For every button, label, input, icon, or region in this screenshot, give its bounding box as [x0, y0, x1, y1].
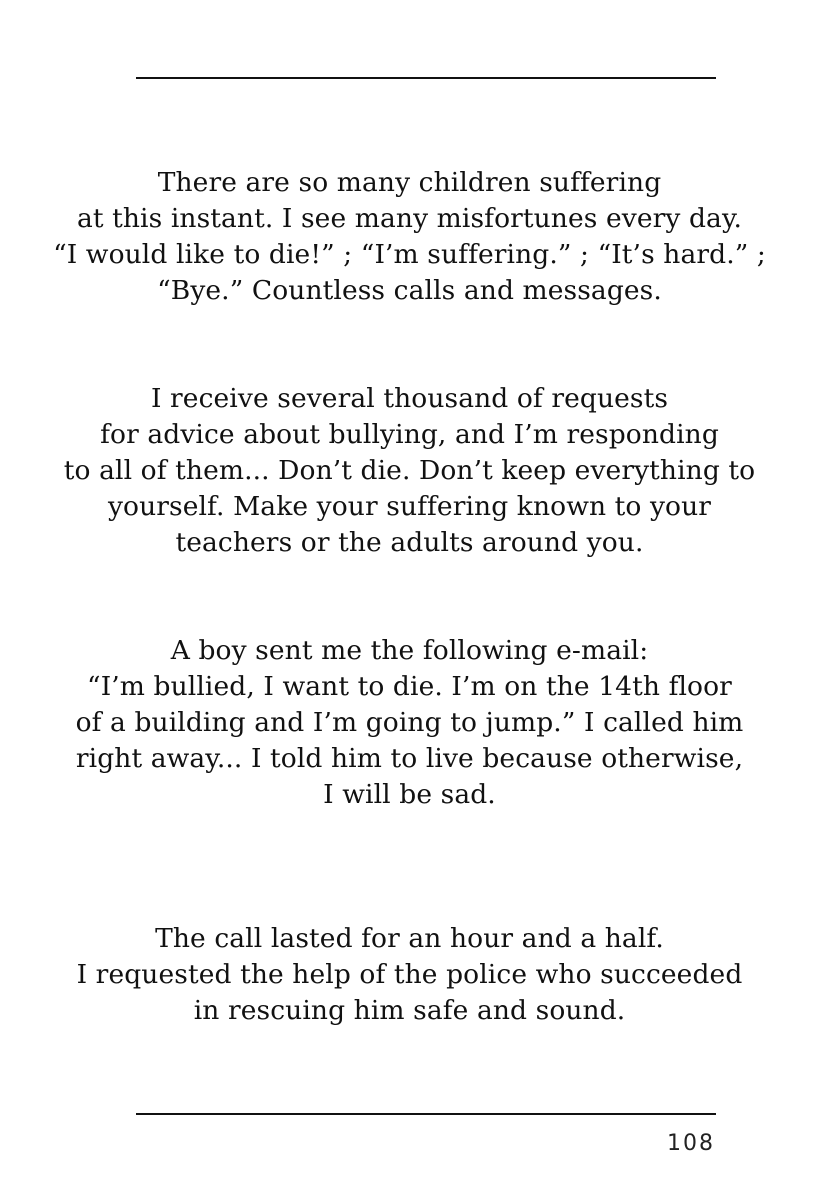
text-line: yourself. Make your suffering known to your	[107, 491, 712, 522]
page-number: 108	[667, 1131, 715, 1156]
text-line: The call lasted for an hour and a half.	[155, 923, 664, 954]
top-divider	[136, 77, 716, 79]
paragraph-1	[20, 165, 799, 309]
text-line: I requested the help of the police who succeeded	[76, 959, 743, 990]
text-line: “Bye.” Countless calls and messages.	[157, 275, 662, 306]
text-line: for advice about bullying, and I’m responding	[100, 419, 719, 450]
text-line: right away... I told him to live because otherwise,	[75, 743, 744, 774]
text-line: to all of them... Don’t die. Don’t keep everything to	[63, 455, 756, 486]
text-line: in rescuing him safe and sound.	[193, 995, 626, 1026]
paragraph-4	[20, 921, 799, 1029]
text-line: I will be sad.	[323, 779, 496, 810]
text-line: “I’m bullied, I want to die. I’m on the 14th floor	[87, 671, 732, 702]
paragraph-3	[20, 633, 799, 813]
paragraph-2	[20, 381, 799, 561]
text-line: There are so many children suffering	[157, 167, 662, 198]
text-line: “I would like to die!” ; “I’m suffering.” ; “It’s hard.” ;	[53, 239, 766, 270]
text-line: teachers or the adults around you.	[175, 527, 644, 558]
text-line: of a building and I’m going to jump.” I called him	[75, 707, 744, 738]
text-line: at this instant. I see many misfortunes every day.	[76, 203, 743, 234]
bottom-divider	[136, 1113, 716, 1115]
text-line: I receive several thousand of requests	[150, 383, 669, 414]
text-line: A boy sent me the following e-mail:	[170, 635, 649, 666]
